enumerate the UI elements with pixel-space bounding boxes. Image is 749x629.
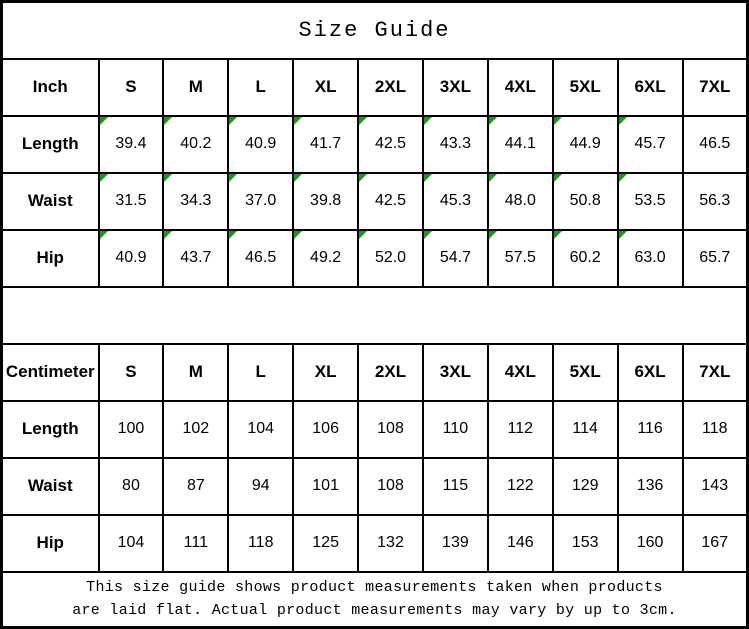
unit-header-centimeter: Centimeter: [2, 344, 99, 401]
cell-value: 31.5: [115, 192, 147, 209]
cm-cell: 116: [618, 401, 683, 458]
comment-flag-icon: [489, 231, 497, 239]
size-header: 5XL: [553, 59, 618, 116]
cm-cell: 104: [99, 515, 164, 572]
cm-cell: 143: [683, 458, 748, 515]
comment-flag-icon: [489, 174, 497, 182]
cell-value: 56.3: [699, 192, 731, 209]
size-header: 6XL: [618, 344, 683, 401]
inch-cell: [293, 116, 358, 173]
footer-note-line2: are laid flat. Actual product measurements may vary by up to 3cm.: [72, 602, 677, 620]
page-title: Size Guide: [2, 2, 748, 59]
size-header: S: [99, 344, 164, 401]
comment-flag-icon: [229, 231, 237, 239]
cell-value: 40.9: [245, 135, 277, 152]
cell-value: 50.8: [569, 192, 601, 209]
cell-value: 43.3: [439, 135, 471, 152]
comment-flag-icon: [164, 231, 172, 239]
cm-cell: 132: [358, 515, 423, 572]
cell-value: 52.0: [374, 249, 407, 266]
size-header: M: [163, 59, 228, 116]
row-label: Waist: [2, 173, 99, 230]
inch-cell: [423, 116, 488, 173]
cm-waist-row: [2, 458, 748, 515]
inch-cell: [553, 230, 618, 287]
cm-cell: 87: [163, 458, 228, 515]
cm-cell: 146: [488, 515, 553, 572]
comment-flag-icon: [359, 231, 367, 239]
cell-value: 46.5: [699, 135, 731, 152]
spacer-cell: [2, 287, 748, 344]
cell-value: 48.0: [504, 192, 536, 209]
cm-hip-row: [2, 515, 748, 572]
size-header: XL: [293, 59, 358, 116]
footer-row: [2, 572, 748, 628]
inch-cell: [163, 116, 228, 173]
comment-flag-icon: [100, 174, 108, 182]
comment-flag-icon: [294, 117, 302, 125]
row-label: Hip: [2, 230, 99, 287]
size-header: XL: [293, 344, 358, 401]
cm-cell: 125: [293, 515, 358, 572]
inch-cell: [99, 230, 164, 287]
cell-value: 54.7: [439, 249, 471, 266]
cm-cell: 122: [488, 458, 553, 515]
comment-flag-icon: [554, 231, 562, 239]
title-row: [2, 2, 748, 59]
cm-cell: 80: [99, 458, 164, 515]
cell-value: 43.7: [180, 249, 212, 266]
cell-value: 44.9: [569, 135, 601, 152]
footer-note-line1: This size guide shows product measurements taken when products: [86, 579, 663, 596]
inch-cell: [553, 173, 618, 230]
cell-value: 40.2: [180, 135, 212, 152]
spacer-row: [2, 287, 748, 344]
comment-flag-icon: [100, 231, 108, 239]
cm-cell: 118: [228, 515, 293, 572]
cm-cell: 110: [423, 401, 488, 458]
inch-cell: [99, 116, 164, 173]
inch-length-row: [2, 116, 748, 173]
inch-cell: [163, 230, 228, 287]
cell-value: 39.8: [310, 192, 342, 209]
cm-cell: 129: [553, 458, 618, 515]
cell-value: 63.0: [634, 249, 666, 266]
size-header: 7XL: [683, 344, 748, 401]
cell-value: 42.5: [374, 192, 407, 209]
comment-flag-icon: [489, 117, 497, 125]
cell-value: 37.0: [245, 192, 277, 209]
comment-flag-icon: [164, 174, 172, 182]
cell-value: 45.7: [634, 135, 666, 152]
footer-note: [2, 572, 748, 628]
cell-value: 46.5: [245, 249, 277, 266]
inch-cell: [293, 173, 358, 230]
inch-cell: [488, 230, 553, 287]
comment-flag-icon: [554, 174, 562, 182]
row-label: Waist: [2, 458, 99, 515]
comment-flag-icon: [359, 174, 367, 182]
inch-cell: [488, 173, 553, 230]
size-header: 2XL: [358, 344, 423, 401]
cell-value: 39.4: [115, 135, 147, 152]
cm-cell: 160: [618, 515, 683, 572]
size-header: 3XL: [423, 344, 488, 401]
comment-flag-icon: [100, 117, 108, 125]
cm-cell: 111: [163, 515, 228, 572]
inch-cell: [358, 116, 423, 173]
cell-value: 44.1: [504, 135, 536, 152]
inch-cell: [423, 173, 488, 230]
cm-header-row: [2, 344, 748, 401]
inch-header-row: [2, 59, 748, 116]
size-header: 6XL: [618, 59, 683, 116]
inch-cell: [293, 230, 358, 287]
cell-value: 65.7: [699, 249, 731, 266]
cell-value: 40.9: [115, 249, 147, 266]
inch-cell: [553, 116, 618, 173]
inch-cell: [683, 230, 748, 287]
comment-flag-icon: [164, 117, 172, 125]
cell-value: 60.2: [569, 249, 601, 266]
inch-cell: [423, 230, 488, 287]
cm-cell: 106: [293, 401, 358, 458]
inch-cell: [358, 173, 423, 230]
unit-header-inch: Inch: [2, 59, 99, 116]
cm-cell: 104: [228, 401, 293, 458]
size-header: M: [163, 344, 228, 401]
comment-flag-icon: [294, 231, 302, 239]
cell-value: 57.5: [504, 249, 536, 266]
size-header: L: [228, 59, 293, 116]
comment-flag-icon: [554, 117, 562, 125]
inch-cell: [683, 173, 748, 230]
cell-value: 42.5: [374, 135, 407, 152]
cm-length-row: [2, 401, 748, 458]
cm-cell: 108: [358, 458, 423, 515]
cell-value: 34.3: [180, 192, 212, 209]
comment-flag-icon: [619, 117, 627, 125]
row-label: Length: [2, 401, 99, 458]
inch-waist-row: [2, 173, 748, 230]
inch-cell: [618, 230, 683, 287]
inch-cell: [228, 230, 293, 287]
row-label: Length: [2, 116, 99, 173]
cell-value: 49.2: [310, 249, 342, 266]
comment-flag-icon: [359, 117, 367, 125]
inch-cell: [228, 116, 293, 173]
comment-flag-icon: [294, 174, 302, 182]
cm-cell: 136: [618, 458, 683, 515]
cm-cell: 115: [423, 458, 488, 515]
inch-cell: [488, 116, 553, 173]
cm-cell: 108: [358, 401, 423, 458]
size-header: L: [228, 344, 293, 401]
comment-flag-icon: [229, 117, 237, 125]
size-header: 3XL: [423, 59, 488, 116]
size-header: S: [99, 59, 164, 116]
size-header: 5XL: [553, 344, 618, 401]
size-header: 7XL: [683, 59, 748, 116]
size-header: 4XL: [488, 59, 553, 116]
inch-cell: [683, 116, 748, 173]
comment-flag-icon: [424, 174, 432, 182]
row-label: Hip: [2, 515, 99, 572]
cm-cell: 167: [683, 515, 748, 572]
cell-value: 45.3: [439, 192, 471, 209]
inch-cell: [618, 173, 683, 230]
inch-cell: [163, 173, 228, 230]
cm-cell: 139: [423, 515, 488, 572]
size-header: 4XL: [488, 344, 553, 401]
comment-flag-icon: [619, 231, 627, 239]
comment-flag-icon: [229, 174, 237, 182]
cm-cell: 118: [683, 401, 748, 458]
inch-hip-row: [2, 230, 748, 287]
cm-cell: 114: [553, 401, 618, 458]
comment-flag-icon: [619, 174, 627, 182]
cm-cell: 100: [99, 401, 164, 458]
cm-cell: 112: [488, 401, 553, 458]
cell-value: 41.7: [310, 135, 342, 152]
cm-cell: 102: [163, 401, 228, 458]
comment-flag-icon: [424, 117, 432, 125]
cm-cell: 94: [228, 458, 293, 515]
inch-cell: [618, 116, 683, 173]
inch-cell: [228, 173, 293, 230]
comment-flag-icon: [424, 231, 432, 239]
inch-cell: [99, 173, 164, 230]
inch-cell: [358, 230, 423, 287]
cell-value: 53.5: [634, 192, 666, 209]
cm-cell: 153: [553, 515, 618, 572]
size-header: 2XL: [358, 59, 423, 116]
cm-cell: 101: [293, 458, 358, 515]
